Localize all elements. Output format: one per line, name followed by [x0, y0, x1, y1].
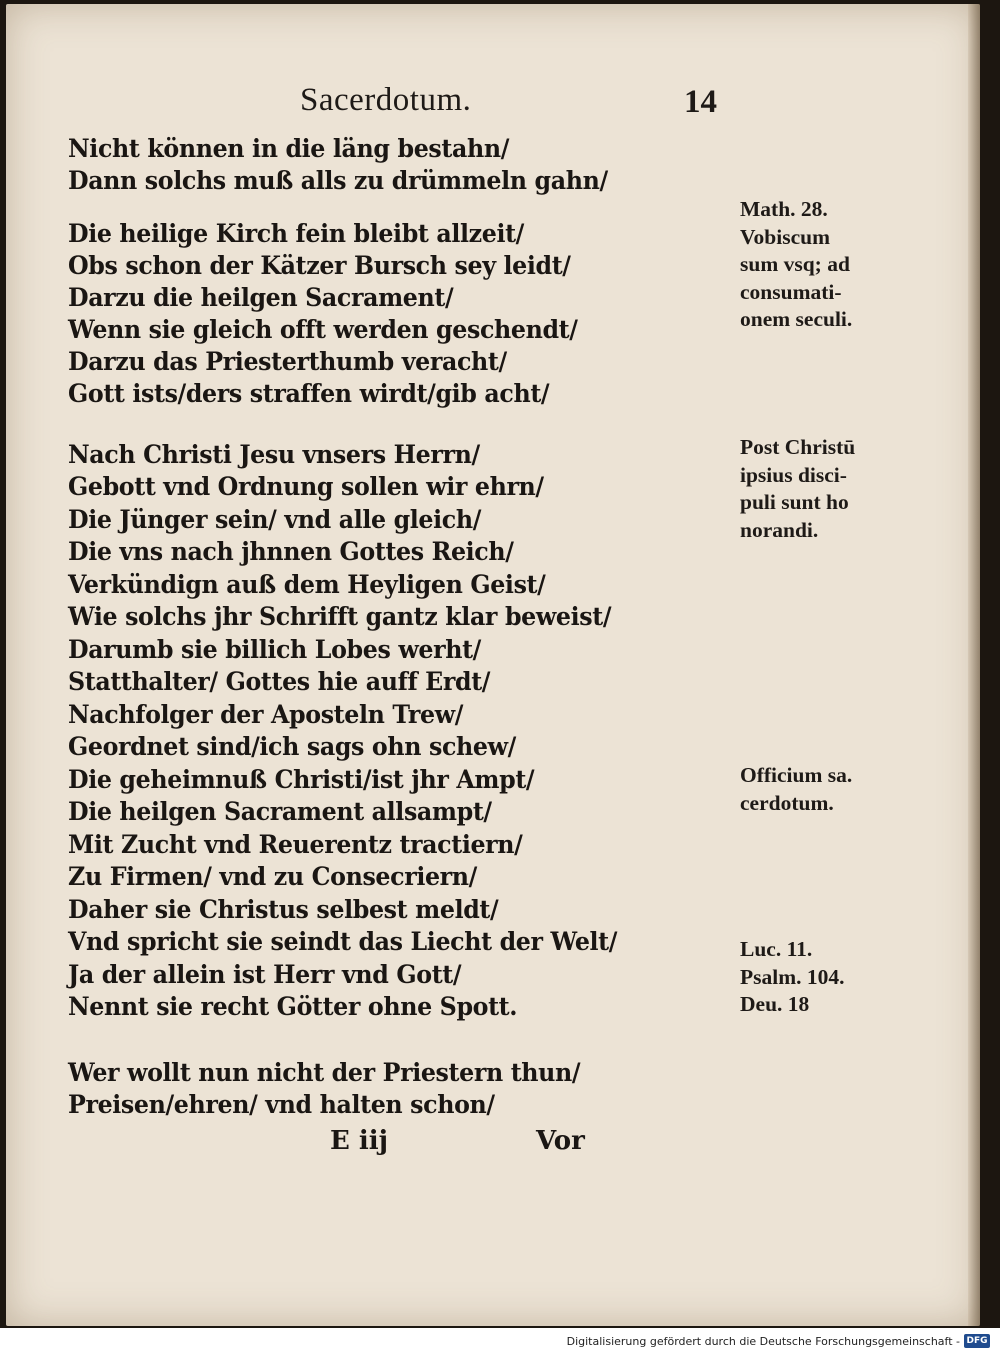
verse-line: Nach Christi Jesu vnsers Herrn/: [68, 440, 480, 470]
page-number: 14: [684, 84, 717, 120]
verse-line: Die geheimnuß Christi/ist jhr Ampt/: [68, 765, 535, 795]
note-line: Deu. 18: [740, 992, 810, 1016]
signature-mark: E iij: [330, 1126, 389, 1156]
verse-line: Gebott vnd Ordnung sollen wir ehrn/: [68, 472, 544, 502]
note-line: puli sunt ho: [740, 490, 849, 514]
verse-line: Darzu die heilgen Sacrament/: [68, 283, 454, 313]
verse-line: Wenn sie gleich offt werden geschendt/: [68, 315, 578, 345]
marginal-note-math-28: [740, 196, 852, 334]
verse-line: Obs schon der Kätzer Bursch sey leidt/: [68, 251, 571, 281]
verse-line: Wer wollt nun nicht der Priestern thun/: [68, 1058, 581, 1088]
verse-line: Darumb sie billich Lobes werht/: [68, 635, 481, 665]
note-line: Psalm. 104.: [740, 964, 845, 989]
verse-line: Die vns nach jhnnen Gottes Reich/: [68, 537, 514, 567]
catchword: Vor: [536, 1126, 585, 1156]
note-line: Vobiscum: [740, 224, 831, 249]
note-line: Officium sa.: [740, 763, 853, 787]
note-line: consumati-: [740, 279, 842, 304]
note-line: Math. 28.: [740, 197, 828, 221]
note-line: Luc. 11.: [740, 937, 813, 961]
marginal-note-officium: [740, 762, 852, 817]
verse-line: Daher sie Christus selbest meldt/: [68, 895, 499, 925]
verse-line: Verkündign auß dem Heyligen Geist/: [68, 570, 546, 600]
note-line: sum vsq; ad: [740, 252, 850, 276]
dfg-logo: DFG: [964, 1334, 990, 1348]
verse-line: Mit Zucht vnd Reuerentz tractiern/: [68, 830, 523, 860]
verse-line: Preisen/ehren/ vnd halten schon/: [68, 1090, 495, 1120]
verse-line: Darzu das Priesterthumb veracht/: [68, 347, 507, 377]
verse-line: Die Jünger sein/ vnd alle gleich/: [68, 505, 482, 535]
verse-line: Vnd spricht sie seindt das Liecht der Welt/: [68, 927, 618, 957]
verse-line: Die heilgen Sacrament allsampt/: [68, 797, 492, 827]
note-line: norandi.: [740, 517, 819, 542]
marginal-note-post-christum: [740, 434, 855, 544]
credit-text: Digitalisierung gefördert durch die Deutsche Forschungsgemeinschaft -: [566, 1335, 960, 1348]
verse-line: Dann solchs muß alls zu drümmeln gahn/: [68, 166, 608, 196]
running-head: Sacerdotum.: [300, 82, 472, 118]
verse-line: Statthalter/ Gottes hie auff Erdt/: [68, 667, 491, 697]
verse-line: Nennt sie recht Götter ohne Spott.: [68, 992, 518, 1022]
verse-line: Die heilige Kirch fein bleibt allzeit/: [68, 219, 524, 249]
marginal-note-references: [740, 936, 845, 1019]
verse-line: Zu Firmen/ vnd zu Consecriern/: [68, 862, 477, 892]
note-line: onem seculi.: [740, 307, 853, 331]
verse-line: Geordnet sind/ich sags ohn schew/: [68, 732, 516, 762]
verse-line: Wie solchs jhr Schrifft gantz klar beweist/: [68, 602, 612, 632]
note-line: Post Christū: [740, 435, 856, 459]
note-line: ipsius disci-: [740, 462, 847, 487]
page-edge: [968, 4, 980, 1326]
note-line: cerdotum.: [740, 790, 834, 815]
verse-line: Nachfolger der Aposteln Trew/: [68, 700, 464, 730]
verse-line: Ja der allein ist Herr vnd Gott/: [68, 960, 462, 990]
verse-line: Gott ists/ders straffen wirdt/gib acht/: [68, 379, 550, 409]
verse-line: Nicht können in die läng bestahn/: [68, 134, 510, 164]
